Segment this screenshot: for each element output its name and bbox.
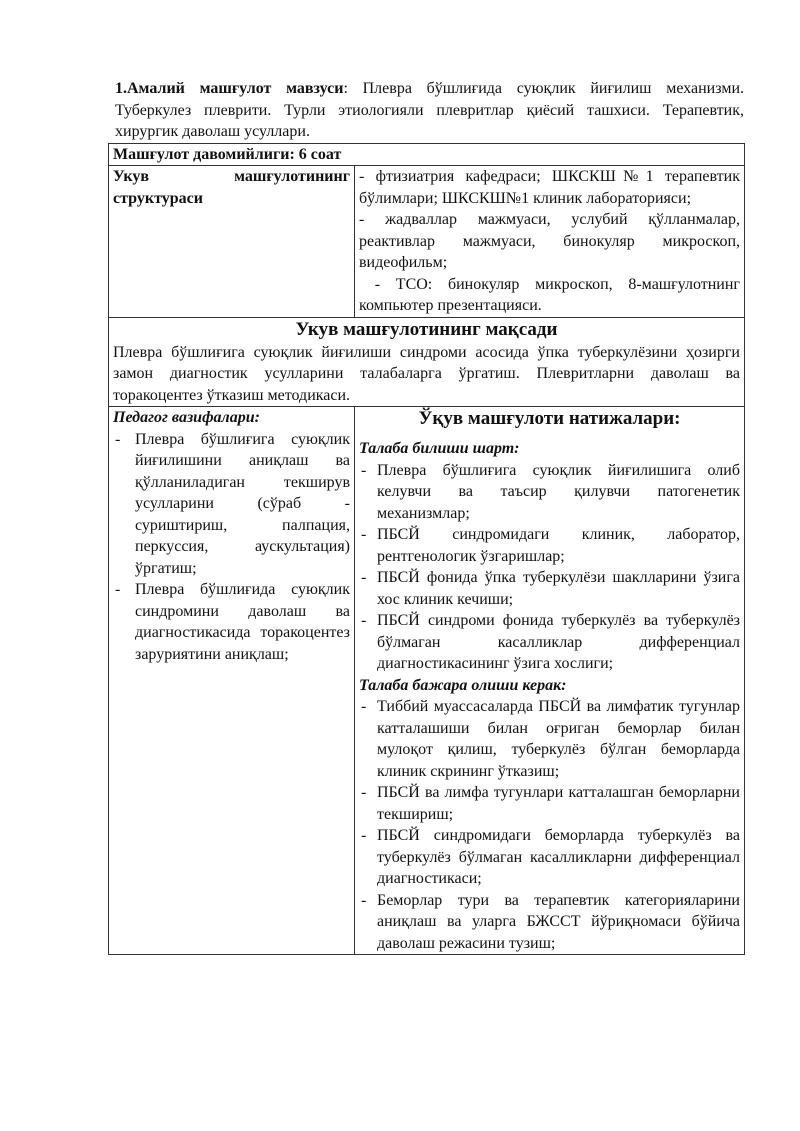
skills-list — [359, 696, 740, 954]
teacher-tasks-cell — [109, 407, 355, 955]
list-item: - ПБСЙ синдромидаги клиник, лаборатор, рентгенологик ўзгаришлар; — [359, 524, 740, 567]
list-item: - ПБСЙ ва лимфа тугунлари катталашган беморларни текшириш; — [359, 782, 740, 825]
list-item: - ПБСЙ синдромидаги беморларда туберкулёз ва туберкулёз бўлмаган касалликларни дифференциал диагностикаси; — [359, 825, 740, 890]
goal-title: Укув машғулотининг мақсади — [295, 318, 558, 340]
list-item: - ПБСЙ фонида ўпка туберкулёзи шаклларини ўзига хос клиник кечиши; — [359, 567, 740, 610]
lesson-table — [108, 143, 745, 956]
list-item: - Беморлар тури ва терапевтик категорияларини аниқлаш ва уларга БЖССТ йўриқномаси бўйича даволаш режасини тузиш; — [359, 890, 740, 955]
goal-row — [109, 317, 745, 407]
structure-item: - ТСО: бинокуляр микроскоп, 8-машғулотнинг компьютер презентацияси. — [359, 275, 744, 314]
topic-paragraph — [115, 78, 744, 143]
goal-cell — [109, 317, 745, 407]
duration-row — [109, 143, 745, 166]
topic-text: : Плевра бўшлиғида суюқлик йиғилиш механизми. Туберкулез плеврити. Турли этиологияли плевритлар қиёсий ташхиси. Терапевтик, хирургик даволаш усуллари. — [115, 80, 745, 140]
teacher-tasks-title: Педагог вазифалари: — [113, 409, 260, 426]
results-title: Ўқув машғулоти натижалари: — [418, 408, 681, 429]
results-cell — [355, 407, 745, 955]
knowledge-list — [359, 460, 740, 675]
structure-item: - жадваллар мажмуаси, услубий қўлланмалар, реактивлар мажмуаси, бинокуляр микроскоп, видеофильм; — [359, 211, 740, 271]
goal-text: Плевра бўшлиғига суюқлик йиғилиши синдроми асосида ўпка туберкулёзини ҳозирги замон диагностик усулларини талабаларга ўргатиш. Плевритларни даволаш ва торакоцентез ўтказиш методикаси. — [113, 343, 740, 404]
tasks-results-row — [109, 407, 745, 955]
teacher-tasks-list — [113, 429, 350, 666]
list-item: - Плевра бўшлиғига суюқлик йиғилишини аниқлаш ва қўлланиладиган текширув усулларини (сўраб - суриштириш, палпация, перкуссия, аускультация) ўргатиш; — [113, 429, 350, 580]
structure-row — [109, 166, 745, 318]
structure-content — [355, 166, 745, 318]
structure-item: - фтизиатрия кафедраси; ШКСКШ№1 терапевтик бўлимлари; ШКСКШ№1 клиник лабораторияси; — [359, 168, 740, 207]
list-item: - Тиббий муассасаларда ПБСЙ ва лимфатик тугунлар катталашиши билан оғриган беморлар билан мулоқот қилиш, туберкулёз бўлган беморларда клиник скрининг ўтказиш; — [359, 696, 740, 782]
knowledge-title: Талаба билиши шарт: — [359, 440, 520, 457]
list-item: - Плевра бўшлиғига суюқлик йиғилишига олиб келувчи ва таъсир қилувчи патогенетик механизмлар; — [359, 460, 740, 525]
document-page — [108, 78, 744, 955]
lesson-duration: Машғулот давомийлиги: 6 соат — [109, 143, 745, 166]
structure-label: Укув машғулотининг структураси — [109, 166, 355, 318]
skills-title: Талаба бажара олиши керак: — [359, 676, 567, 694]
list-item: - ПБСЙ синдроми фонида туберкулёз ва туберкулёз бўлмаган касалликлар дифференциал диагностикасининг ўзига хослиги; — [359, 610, 740, 675]
topic-label: 1.Амалий машғулот мавзуси — [115, 80, 344, 97]
list-item: - Плевра бўшлиғида суюқлик синдромини даволаш ва диагностикасида торакоцентез заруриятини аниқлаш; — [113, 579, 350, 665]
